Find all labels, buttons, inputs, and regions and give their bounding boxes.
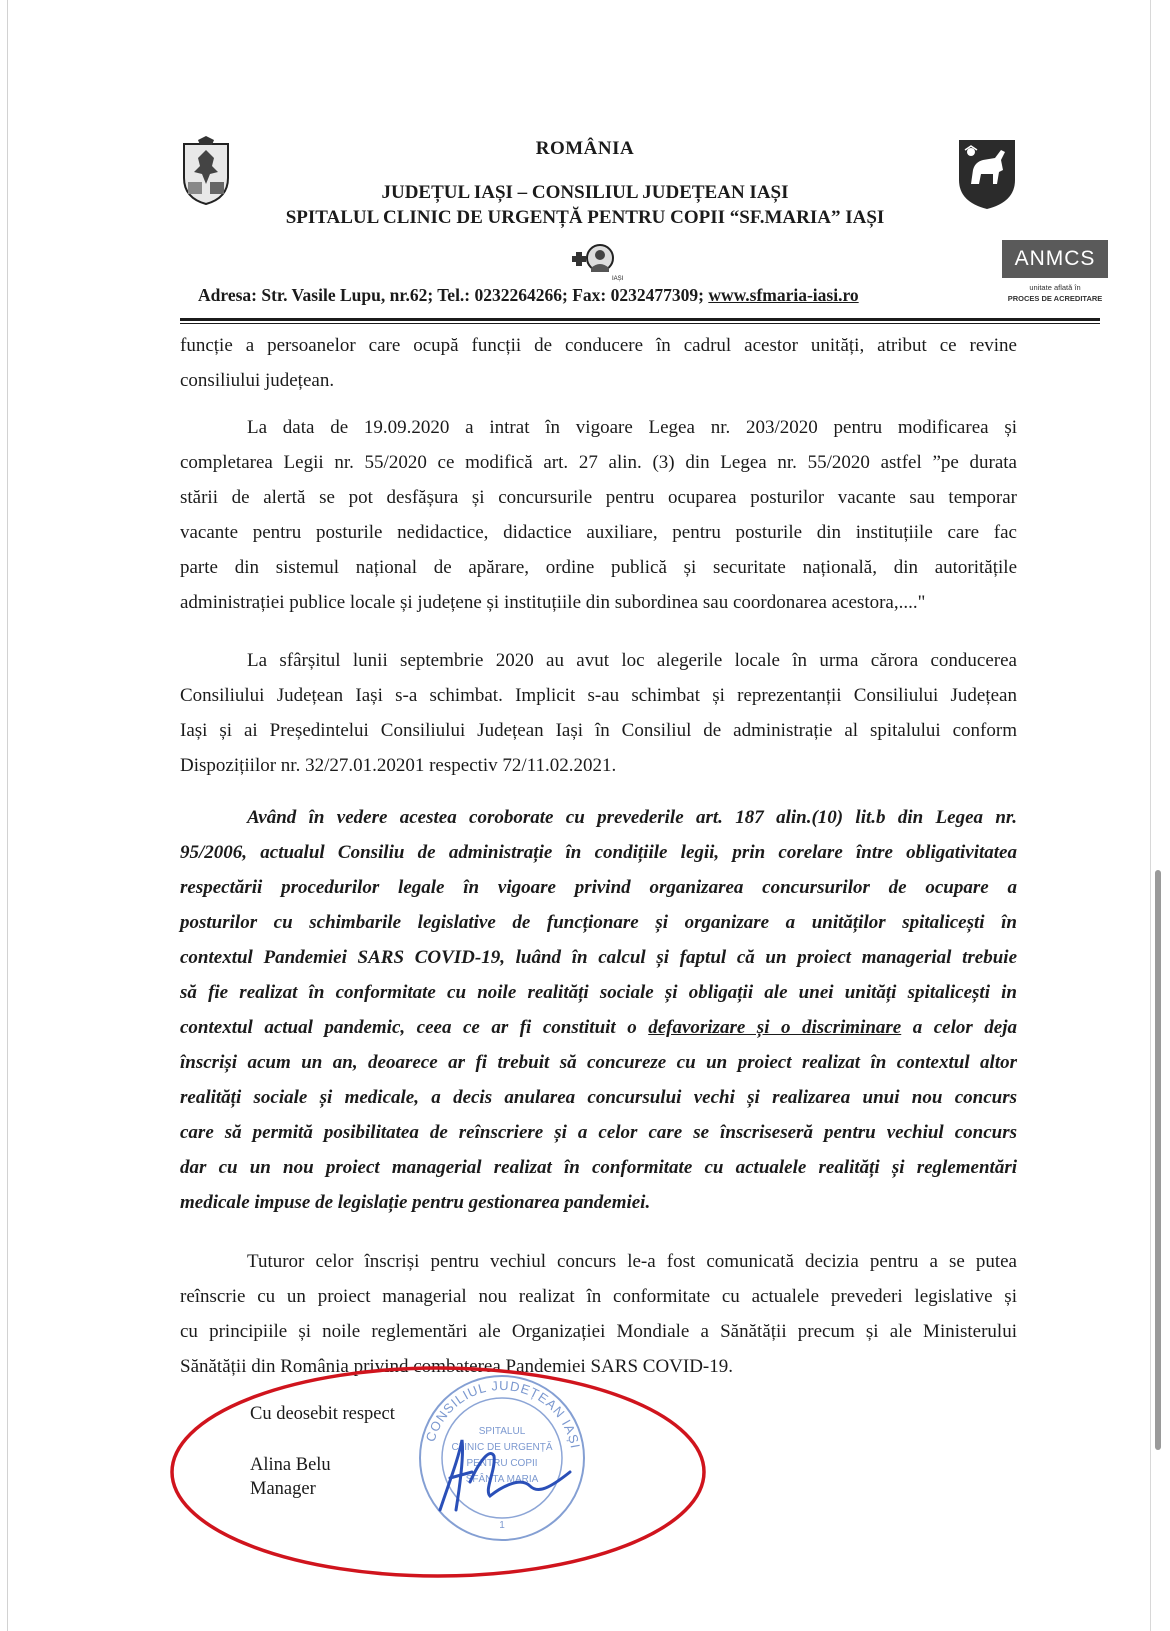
closing-salutation: Cu deosebit respect xyxy=(250,1404,395,1424)
signer-name: Alina Belu xyxy=(250,1455,331,1475)
paragraph-continuation xyxy=(180,328,1017,398)
website-link[interactable]: www.sfmaria-iasi.ro xyxy=(708,285,859,305)
text-segment: contextul actual pandemic, ceea ce ar fi constituit o xyxy=(180,1017,649,1038)
text-line: reînscrie cu un proiect managerial nou realizat în conformitate cu actualele prevederi legislative și xyxy=(180,1286,1017,1307)
paragraph-communication xyxy=(180,1244,1017,1384)
scrollbar-thumb[interactable] xyxy=(1155,870,1161,1450)
text-segment: a celor deja xyxy=(901,1017,1017,1038)
address-text: Adresa: Str. Vasile Lupu, nr.62; Tel.: 0232264266; Fax: 0232477309; xyxy=(198,285,709,305)
hospital-logo-icon xyxy=(570,240,622,284)
accreditation-note: unitate aflată în xyxy=(1029,283,1081,292)
stamp-text: CLINIC DE URGENȚĂ xyxy=(451,1442,553,1453)
text-line: administrației publice locale și județene și instituțiile din subordinea sau coordonarea acestora,...." xyxy=(180,592,926,613)
county-heading: JUDEȚUL IAȘI – CONSILIUL JUDEȚEAN IAȘI xyxy=(381,182,789,203)
text-line: cu principiile și noile reglementări ale Organizației Mondiale a Sănătății precum și ale Ministerului xyxy=(180,1321,1017,1342)
page-edge xyxy=(7,0,8,1631)
hospital-heading: SPITALUL CLINIC DE URGENȚĂ PENTRU COPII “SF.MARIA” IAȘI xyxy=(285,207,885,228)
text-line: funcție a persoanelor care ocupă funcții de conducere în cadrul acestor unități, atribut ce revine xyxy=(180,335,1017,356)
page-edge xyxy=(1150,0,1151,1631)
paragraph-elections xyxy=(180,643,1017,783)
stamp-text: SFÂNTA MARIA xyxy=(465,1474,539,1485)
text-line: La data de 19.09.2020 a intrat în vigoare Legea nr. 203/2020 pentru modificarea și xyxy=(247,417,1017,438)
text-line: stării de alertă se pot desfășura și concursurile pentru ocuparea posturilor vacante sau temporar xyxy=(180,487,1017,508)
anmcs-logo: ANMCS xyxy=(1002,240,1108,278)
text-line: medicale impuse de legislație pentru gestionarea pandemiei. xyxy=(180,1192,651,1213)
stamp-text: SPITALUL xyxy=(478,1426,526,1437)
contact-address xyxy=(198,285,859,306)
stamp-text: 1 xyxy=(499,1520,505,1531)
text-line: Dispozițiilor nr. 32/27.01.20201 respectiv 72/11.02.2021. xyxy=(180,755,617,776)
underlined-phrase: defavorizare și o discriminare xyxy=(648,1017,902,1038)
text-line: La sfârșitul lunii septembrie 2020 au avut loc alegerile locale în urma cărora conducerea xyxy=(247,650,1017,671)
text-line: 95/2006, actualul Consiliu de administrație în condițiile legii, prin corelare între obligativitatea xyxy=(180,842,1017,863)
text-line: Tuturor celor înscriși pentru vechiul concurs le-a fost comunicată decizia pentru a se putea xyxy=(247,1251,1017,1272)
paragraph-law-amendment xyxy=(180,410,1017,620)
text-line: parte din sistemul național de apărare, ordine publică și securitate națională, din autoritățile xyxy=(180,557,1017,578)
text-line xyxy=(180,1010,1017,1045)
country-heading: ROMÂNIA xyxy=(535,138,635,159)
text-line: să fie realizat în conformitate cu noile realități sociale și obligații ale unei unități spitalicești in xyxy=(180,982,1017,1003)
header-divider xyxy=(180,318,1100,321)
svg-text:IAȘI: IAȘI xyxy=(612,276,624,282)
text-line: Consiliului Județean Iași s-a schimbat. Implicit s-au schimbat și reprezentanții Consiliului Județean xyxy=(180,685,1017,706)
stamp-outer-text: CONSILIUL JUDEȚEAN IAȘI xyxy=(422,1377,584,1451)
header-divider xyxy=(180,323,1100,324)
text-line: posturilor cu schimbarile legislative de funcționare și organizare a unităților spitalicești în xyxy=(180,912,1017,933)
text-line: vacante pentru posturile nedidactice, didactice auxiliare, pentru posturile din instituțiile care fac xyxy=(180,522,1017,543)
paragraph-decision xyxy=(180,800,1017,1220)
text-line: Sănătății din România privind combaterea Pandemiei SARS COVID-19. xyxy=(180,1356,734,1377)
stamp-text: PENTRU COPII xyxy=(466,1458,538,1469)
signer-title: Manager xyxy=(250,1479,316,1499)
text-line: completarea Legii nr. 55/2020 ce modifică art. 27 alin. (3) din Legea nr. 55/2020 astfel ”pe durata xyxy=(180,452,1017,473)
accreditation-status: PROCES DE ACREDITARE xyxy=(1007,294,1103,303)
text-line: realități sociale și medicale, a decis anularea concursului vechi și realizarea unui nou concurs xyxy=(180,1087,1017,1108)
red-circle-annotation xyxy=(168,1365,708,1580)
text-line: care să permită posibilitatea de reînscriere și a celor care se înscriseseră pentru vechiul concurs xyxy=(180,1122,1017,1143)
text-line: Iași și ai Președintelui Consiliului Județean Iași în Consiliul de administrație al spitalului conform xyxy=(180,720,1017,741)
text-line: consiliului județean. xyxy=(180,370,335,391)
text-line: contextul Pandemiei SARS COVID-19, luând în calcul și faptul că un proiect managerial trebuie xyxy=(180,947,1017,968)
text-line: Având în vedere acestea coroborate cu prevederile art. 187 alin.(10) lit.b din Legea nr. xyxy=(247,807,1017,828)
text-line: respectării procedurilor legale în vigoare privind organizarea concursurilor de ocupare a xyxy=(180,877,1017,898)
text-line: înscriși acum un an, deoarece ar fi trebuit să concureze cu un proiect realizat în contextul altor xyxy=(180,1052,1017,1073)
text-line: dar cu un nou proiect managerial realizat în conformitate cu actualele realități și reglementări xyxy=(180,1157,1017,1178)
